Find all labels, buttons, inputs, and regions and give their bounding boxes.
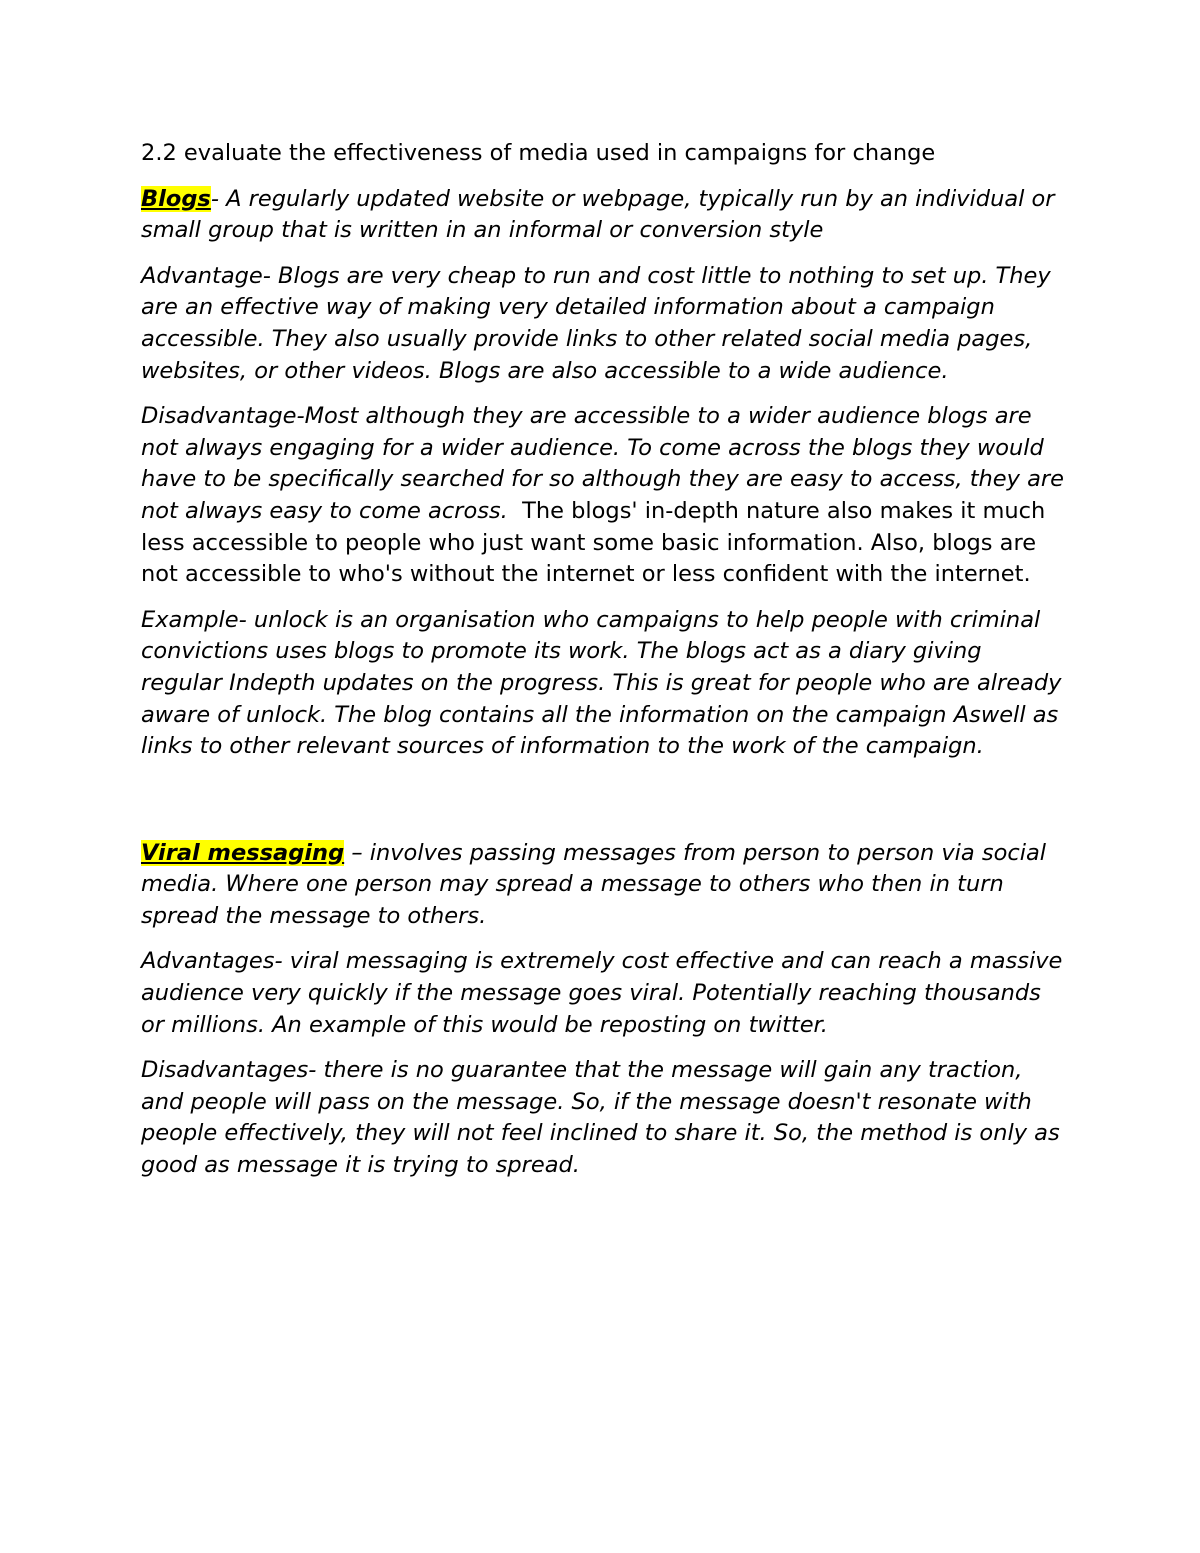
document-heading: 2.2 evaluate the effectiveness of media used in campaigns for change [141,140,936,166]
viral-definition-text: – involves passing messages from person to person via social media. Where one person may spread a message to others who then in turn spread the message to others. [141,839,1047,929]
section-spacer [141,777,1066,838]
blogs-disadvantage-italic: Disadvantage-Most although they are accessible to a wider audience blogs are not always engaging for a wider audience. To come across the blogs they would have to be specifically searched for so although they are easy to access, they are not always easy to come across. [141,403,1064,524]
blogs-disadvantage [141,401,1066,591]
viral-advantages: Advantages- viral messaging is extremely cost effective and can reach a massive audience very quickly if the message goes viral. Potentially reaching thousands or millions. An example of this would be reposting on twitter. [141,948,1063,1038]
blogs-disadvantage-plain: The blogs' in-depth nature also makes it much less accessible to people who just want some basic information. Also, blogs are not accessible to who's without the internet or less confident with the internet. [141,497,1053,588]
blogs-advantage: Advantage- Blogs are very cheap to run and cost little to nothing to set up. They are an effective way of making very detailed information about a campaign accessible. They also usually provide links to other related social media pages, websites, or other videos. Blogs are also accessible to a wide audience. [141,262,1051,384]
blogs-definition [141,184,1066,247]
blogs-definition-text: - A regularly updated website or webpage, typically run by an individual or small group that is written in an informal or conversion style [141,185,1055,244]
viral-term: Viral messaging [141,839,345,866]
document-body [141,138,1066,1196]
viral-disadvantages: Disadvantages- there is no guarantee that the message will gain any traction, and people will pass on the message. So, if the message doesn't resonate with people effectively, they will not feel inclined to share it. So, the method is only as good as message it is trying to spread. [141,1057,1060,1179]
viral-definition [141,838,1066,933]
blogs-term: Blogs [141,185,211,212]
blogs-example: Example- unlock is an organisation who campaigns to help people with criminal convictions uses blogs to promote its work. The blogs act as a diary giving regular Indepth updates on the progress. This is great for people who are already aware of unlock. The blog contains all the information on the campaign Aswell as links to other relevant sources of information to the work of the campaign. [141,606,1062,760]
